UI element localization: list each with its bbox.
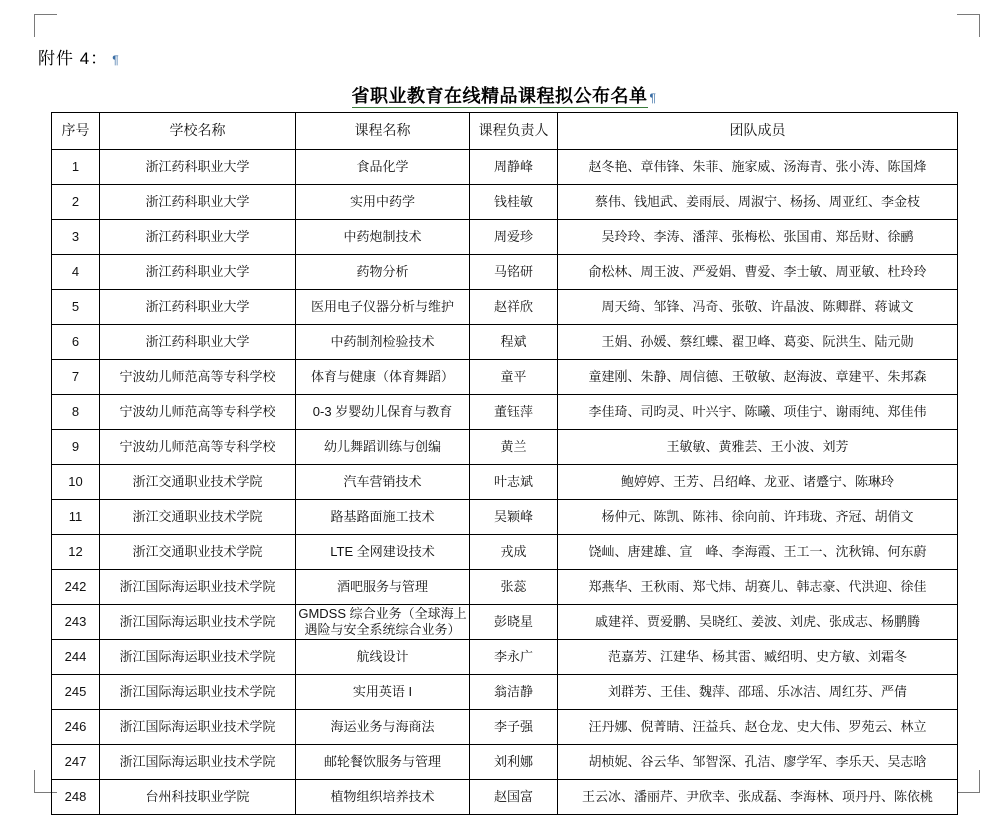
table-row [52, 745, 958, 780]
cell-team: 戚建祥、贾爱鹏、吴晓红、姜波、刘虎、张成志、杨鹏腾 [558, 605, 958, 640]
table-row [52, 360, 958, 395]
cell-school: 浙江国际海运职业技术学院 [100, 570, 296, 605]
cell-no: 244 [52, 640, 100, 675]
column-header-school: 学校名称 [100, 113, 296, 150]
cell-school: 浙江交通职业技术学院 [100, 500, 296, 535]
cell-no: 6 [52, 325, 100, 360]
table-row [52, 570, 958, 605]
cell-course: 酒吧服务与管理 [296, 570, 470, 605]
cell-leader: 刘利娜 [470, 745, 558, 780]
crop-mark-top-left [34, 14, 57, 37]
column-header-team: 团队成员 [558, 113, 958, 150]
cell-school: 浙江国际海运职业技术学院 [100, 605, 296, 640]
table-row [52, 535, 958, 570]
cell-leader: 翁洁静 [470, 675, 558, 710]
cell-no: 246 [52, 710, 100, 745]
cell-leader: 童平 [470, 360, 558, 395]
cell-school: 浙江交通职业技术学院 [100, 535, 296, 570]
cell-no: 248 [52, 780, 100, 815]
cell-school: 宁波幼儿师范高等专科学校 [100, 360, 296, 395]
page-title [0, 82, 1008, 108]
cell-school: 台州科技职业学院 [100, 780, 296, 815]
cell-school: 浙江药科职业大学 [100, 185, 296, 220]
cell-no: 12 [52, 535, 100, 570]
table-row [52, 150, 958, 185]
table-row [52, 605, 958, 640]
table-row [52, 780, 958, 815]
cell-school: 浙江药科职业大学 [100, 255, 296, 290]
column-header-course: 课程名称 [296, 113, 470, 150]
page-title-text: 省职业教育在线精品课程拟公布名单 [351, 86, 648, 106]
cell-course: 药物分析 [296, 255, 470, 290]
cell-leader: 钱桂敏 [470, 185, 558, 220]
table-row [52, 710, 958, 745]
cell-team: 胡桢妮、谷云华、邹智深、孔洁、廖学军、李乐天、吴志晗 [558, 745, 958, 780]
cell-school: 浙江药科职业大学 [100, 150, 296, 185]
cell-course: LTE 全网建设技术 [296, 535, 470, 570]
cell-team: 杨仲元、陈凯、陈祎、徐向前、许玮珑、齐冠、胡俏文 [558, 500, 958, 535]
cell-team: 俞松林、周王波、严爱娟、曹爱、李士敏、周亚敏、杜玲玲 [558, 255, 958, 290]
cell-course: 路基路面施工技术 [296, 500, 470, 535]
cell-no: 9 [52, 430, 100, 465]
attachment-label-text: 附件 4： [38, 49, 109, 68]
cell-team: 蔡伟、钱旭武、姜雨辰、周淑宁、杨扬、周亚红、李金枝 [558, 185, 958, 220]
cell-team: 范嘉芳、江建华、杨其雷、臧绍明、史方敏、刘霜冬 [558, 640, 958, 675]
cell-course: 体育与健康（体育舞蹈） [296, 360, 470, 395]
table-row [52, 220, 958, 255]
cell-leader: 程斌 [470, 325, 558, 360]
cell-team: 赵冬艳、章伟锋、朱菲、施家威、汤海青、张小涛、陈国烽 [558, 150, 958, 185]
cell-school: 浙江国际海运职业技术学院 [100, 675, 296, 710]
cell-course: 海运业务与海商法 [296, 710, 470, 745]
cell-school: 宁波幼儿师范高等专科学校 [100, 395, 296, 430]
cell-team: 王敏敏、黄雅芸、王小波、刘芳 [558, 430, 958, 465]
cell-team: 刘群芳、王佳、魏萍、邵瑶、乐冰洁、周红芬、严倩 [558, 675, 958, 710]
cell-course: 航线设计 [296, 640, 470, 675]
cell-school: 浙江国际海运职业技术学院 [100, 640, 296, 675]
table-row [52, 465, 958, 500]
table-row [52, 325, 958, 360]
cell-leader: 马铭研 [470, 255, 558, 290]
cell-leader: 李子强 [470, 710, 558, 745]
cell-course: 汽车营销技术 [296, 465, 470, 500]
cell-no: 245 [52, 675, 100, 710]
cell-team: 童建刚、朱静、周信德、王敬敏、赵海波、章建平、朱邦森 [558, 360, 958, 395]
cell-course: 中药炮制技术 [296, 220, 470, 255]
cell-school: 浙江国际海运职业技术学院 [100, 710, 296, 745]
cell-leader: 黄兰 [470, 430, 558, 465]
cell-course: 幼儿舞蹈训练与创编 [296, 430, 470, 465]
cell-school: 浙江交通职业技术学院 [100, 465, 296, 500]
cell-leader: 周爱珍 [470, 220, 558, 255]
cell-course: 中药制剂检验技术 [296, 325, 470, 360]
cell-no: 10 [52, 465, 100, 500]
table-row [52, 395, 958, 430]
cell-leader: 李永广 [470, 640, 558, 675]
cell-leader: 张蕊 [470, 570, 558, 605]
cell-school: 浙江药科职业大学 [100, 325, 296, 360]
table-row [52, 500, 958, 535]
cell-leader: 叶志斌 [470, 465, 558, 500]
cell-leader: 赵祥欣 [470, 290, 558, 325]
cell-leader: 戎成 [470, 535, 558, 570]
cell-no: 1 [52, 150, 100, 185]
cell-leader: 周静峰 [470, 150, 558, 185]
cell-school: 宁波幼儿师范高等专科学校 [100, 430, 296, 465]
cell-course: 食品化学 [296, 150, 470, 185]
cell-no: 243 [52, 605, 100, 640]
cell-leader: 赵国富 [470, 780, 558, 815]
cell-team: 鲍婷婷、王芳、吕绍峰、龙亚、诸蹙宁、陈琳玲 [558, 465, 958, 500]
cell-leader: 彭晓星 [470, 605, 558, 640]
cell-team: 郑燕华、王秋雨、郑弋炜、胡赛儿、韩志豪、代洪迎、徐佳 [558, 570, 958, 605]
table-row [52, 185, 958, 220]
table-row [52, 640, 958, 675]
cell-no: 247 [52, 745, 100, 780]
cell-team: 饶屾、唐建雄、宣 峰、李海霞、王工一、沈秋锦、何东蔚 [558, 535, 958, 570]
table-row [52, 430, 958, 465]
table-row [52, 675, 958, 710]
column-header-no: 序号 [52, 113, 100, 150]
table-header-row [52, 113, 958, 150]
cell-no: 242 [52, 570, 100, 605]
cell-team: 王云冰、潘丽芹、尹欣幸、张成磊、李海林、项丹丹、陈依桃 [558, 780, 958, 815]
cell-leader: 董钰萍 [470, 395, 558, 430]
cell-school: 浙江药科职业大学 [100, 220, 296, 255]
cell-team: 李佳琦、司昀灵、叶兴宇、陈曦、项佳宁、谢雨纯、郑佳伟 [558, 395, 958, 430]
cell-team: 汪丹娜、倪菁睛、汪益兵、赵仓龙、史大伟、罗苑云、林立 [558, 710, 958, 745]
cell-course: 实用中药学 [296, 185, 470, 220]
cell-no: 11 [52, 500, 100, 535]
cell-course: 植物组织培养技术 [296, 780, 470, 815]
crop-mark-top-right [957, 14, 980, 37]
cell-school: 浙江国际海运职业技术学院 [100, 745, 296, 780]
table-row [52, 255, 958, 290]
cell-leader: 吴颖峰 [470, 500, 558, 535]
crop-mark-bottom-right [957, 770, 980, 793]
attachment-label [38, 44, 120, 69]
pilcrow-icon: ¶ [112, 53, 120, 67]
table-row [52, 290, 958, 325]
cell-no: 5 [52, 290, 100, 325]
cell-team: 周天绮、邹锋、冯奇、张敬、许晶波、陈卿群、蒋诚文 [558, 290, 958, 325]
cell-no: 4 [52, 255, 100, 290]
pilcrow-icon: ¶ [649, 91, 657, 105]
cell-course: 实用英语 I [296, 675, 470, 710]
cell-no: 3 [52, 220, 100, 255]
cell-school: 浙江药科职业大学 [100, 290, 296, 325]
cell-no: 2 [52, 185, 100, 220]
cell-team: 吴玲玲、李涛、潘萍、张梅松、张国甫、郑岳财、徐鹂 [558, 220, 958, 255]
cell-team: 王娟、孙媛、蔡红蝶、翟卫峰、葛娈、阮洪生、陆元勋 [558, 325, 958, 360]
cell-no: 8 [52, 395, 100, 430]
cell-course: 邮轮餐饮服务与管理 [296, 745, 470, 780]
column-header-leader: 课程负责人 [470, 113, 558, 150]
cell-course: 医用电子仪器分析与维护 [296, 290, 470, 325]
cell-course: GMDSS 综合业务（全球海上遇险与安全系统综合业务） [296, 605, 470, 640]
course-list-table [51, 112, 958, 815]
cell-no: 7 [52, 360, 100, 395]
cell-course: 0-3 岁婴幼儿保育与教育 [296, 395, 470, 430]
